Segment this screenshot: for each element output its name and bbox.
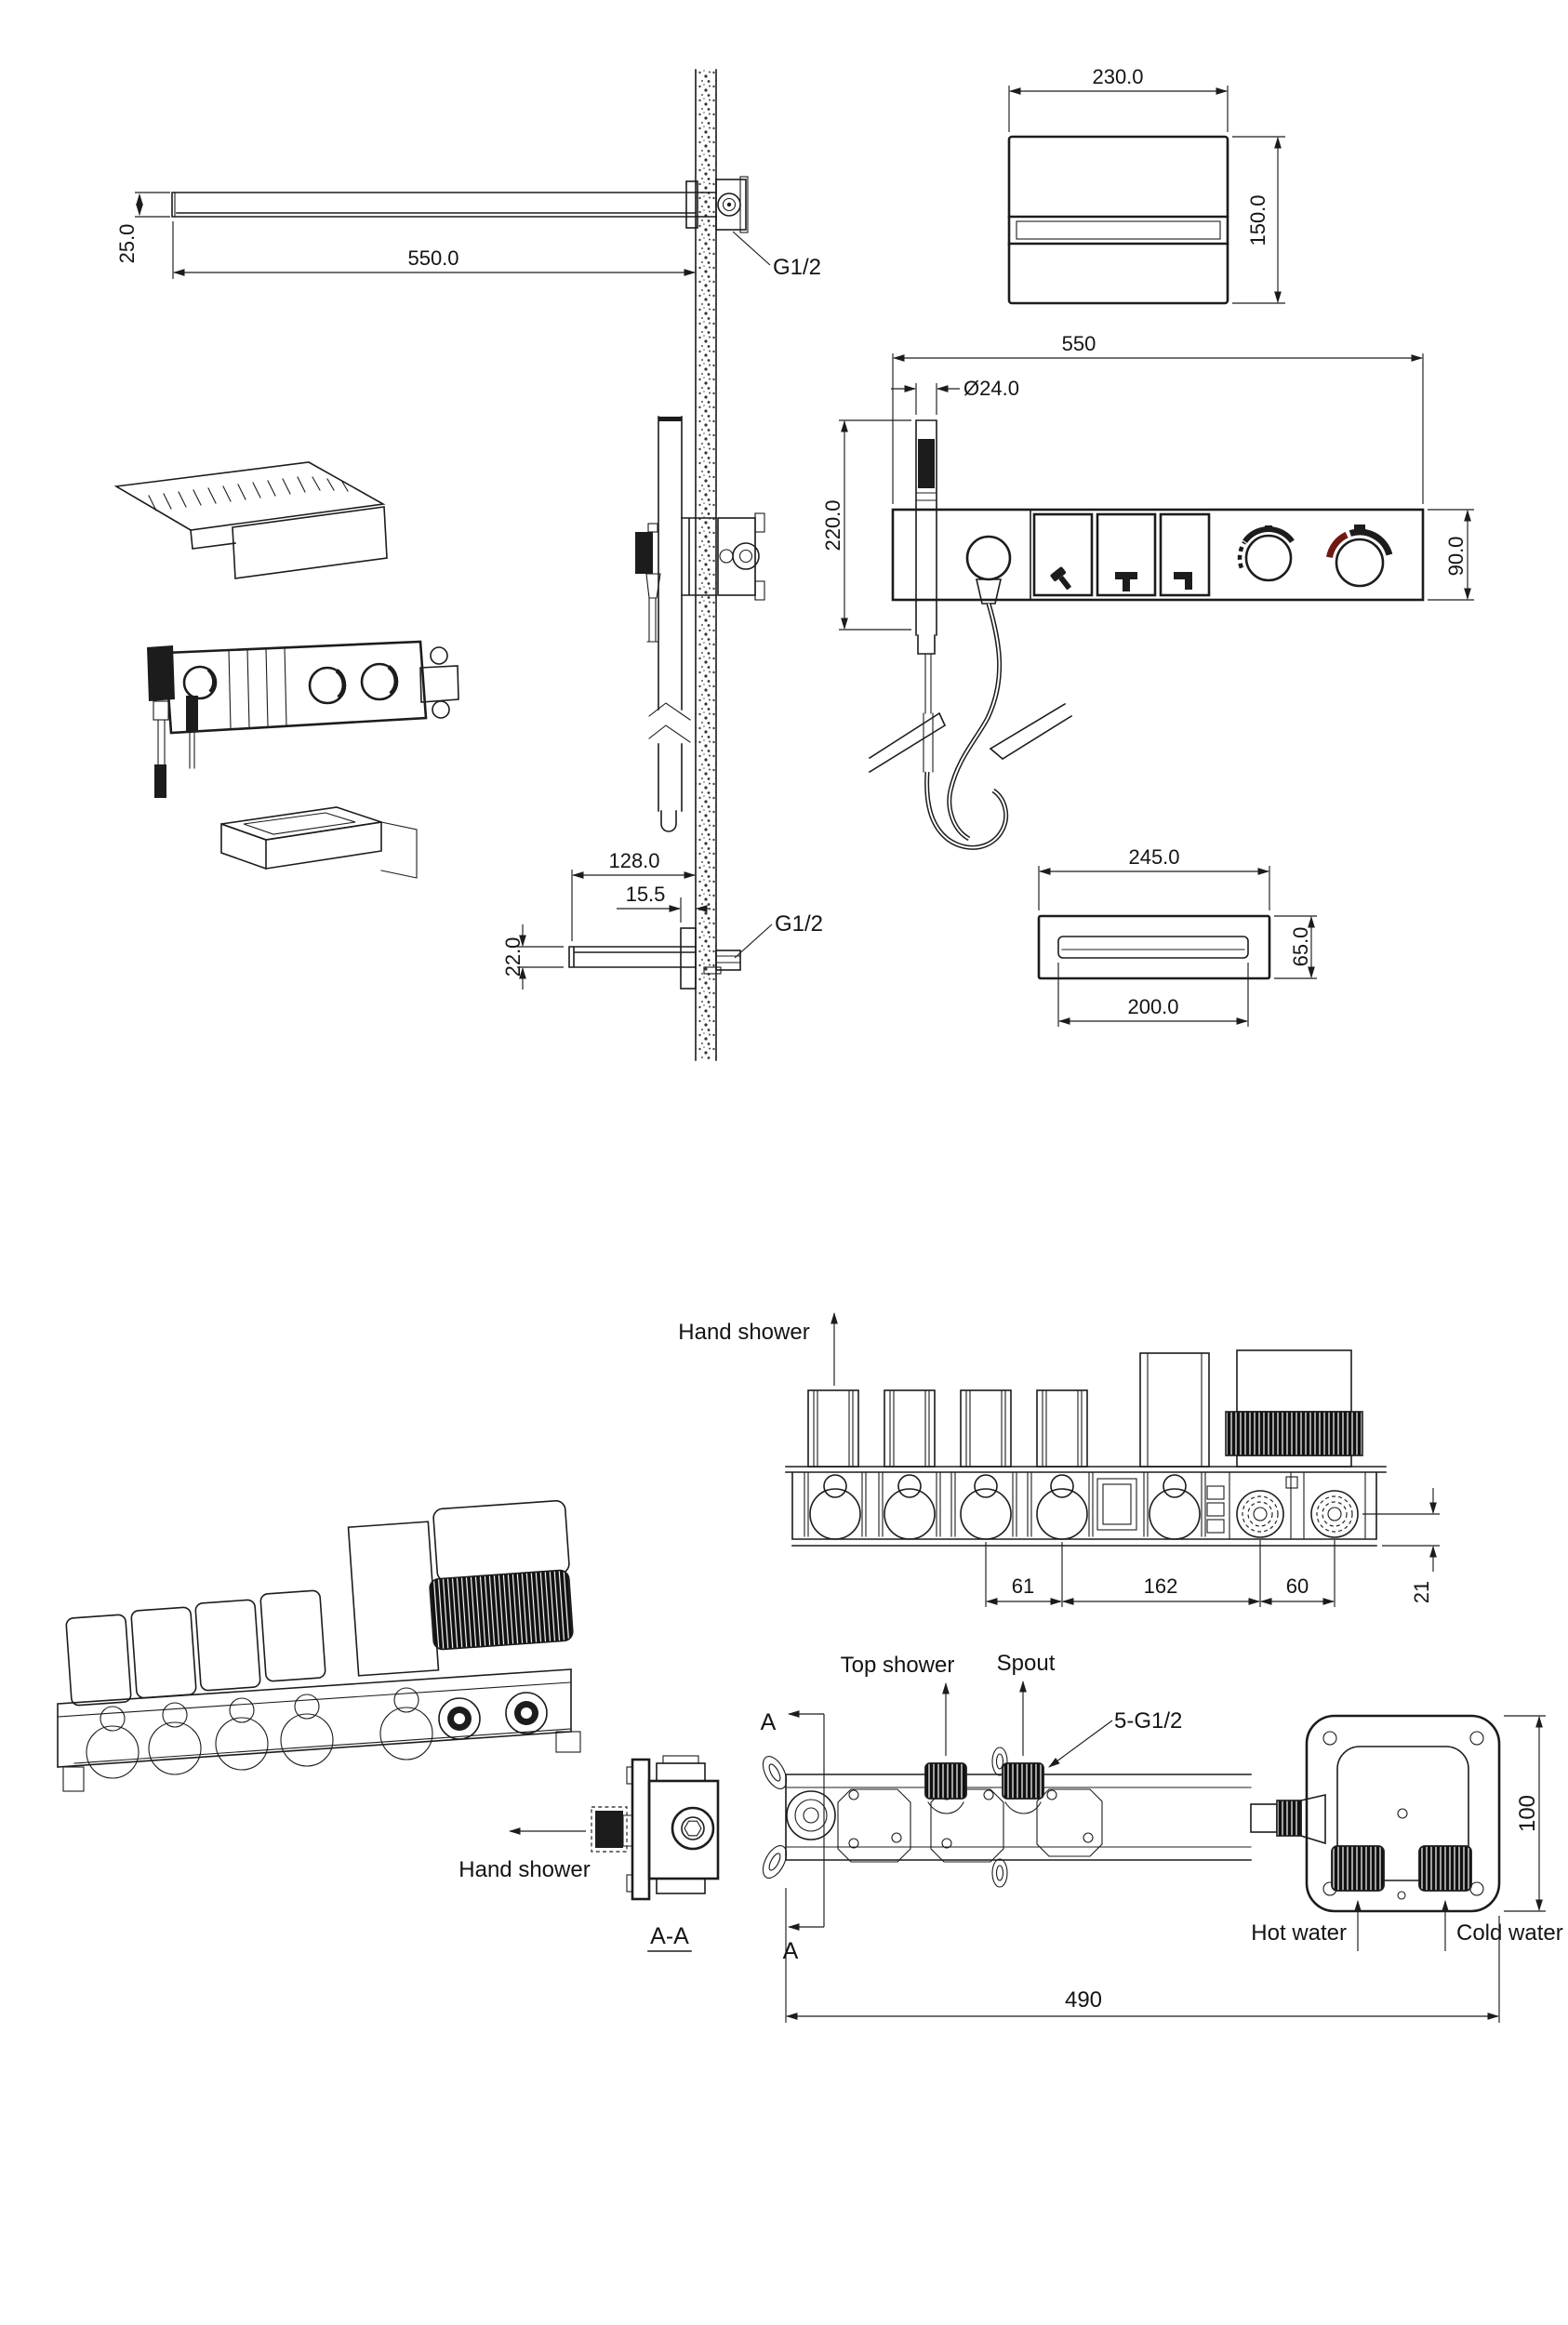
dim-arm-length: 550.0 <box>407 246 459 270</box>
hot-cold-inlets-front <box>1229 1472 1365 1539</box>
label-thread-5g12: 5-G1/2 <box>1114 1708 1183 1734</box>
shower-head-front-view <box>1009 65 1285 303</box>
dim-pitch-60: 60 <box>1285 1574 1309 1598</box>
hose-hook <box>870 704 1071 772</box>
section-mark-a-bottom: A <box>782 1938 799 1964</box>
knurled-band-front <box>1226 1412 1362 1455</box>
dim-head-height: 150.0 <box>1246 194 1269 246</box>
cold-water-inlet <box>1419 1846 1471 1891</box>
inlet-box-top <box>1307 1716 1499 1911</box>
dim-top-width-490: 490 <box>1064 1987 1103 2013</box>
spout-front-view <box>1039 845 1317 1027</box>
dim-arm-height: 25.0 <box>115 223 139 264</box>
hand-shower-holder <box>967 537 1010 579</box>
control-panel-view <box>821 332 1474 847</box>
dim-hand-shower-diameter: Ø24.0 <box>963 377 1019 400</box>
dim-spout-reach: 128.0 <box>608 849 660 872</box>
hand-shower-wand <box>916 420 937 772</box>
section-title-aa: A-A <box>650 1923 689 1949</box>
rough-in-3d-view <box>58 1500 580 1791</box>
label-top-shower: Top shower <box>840 1653 955 1678</box>
knurled-band-3d <box>430 1570 574 1650</box>
wall-section <box>696 70 716 1060</box>
spout-port <box>1003 1763 1043 1799</box>
rough-in-front-view <box>678 1313 1440 1607</box>
head-3d-view <box>116 462 387 578</box>
section-aa-view <box>458 1756 718 1951</box>
label-spout: Spout <box>996 1651 1056 1676</box>
dim-spout-thread: G1/2 <box>775 911 824 937</box>
hot-water-inlet <box>1332 1846 1384 1891</box>
temperature-knob <box>1330 525 1389 586</box>
dim-arm-thread: G1/2 <box>773 255 822 280</box>
dim-offset-21: 21 <box>1410 1580 1433 1604</box>
dim-pitch-61: 61 <box>1011 1574 1035 1598</box>
label-hand-shower-front: Hand shower <box>678 1320 810 1345</box>
dim-panel-width: 550 <box>1061 332 1096 355</box>
dim-spout-front-width: 245.0 <box>1128 845 1180 869</box>
dim-pitch-162: 162 <box>1143 1574 1178 1598</box>
dim-top-depth-100: 100 <box>1515 1794 1540 1833</box>
dim-spout-height: 22.0 <box>501 937 525 977</box>
label-hand-shower-section: Hand shower <box>458 1857 591 1882</box>
rough-in-top-view <box>758 1651 1562 2023</box>
flow-knob <box>1240 525 1292 580</box>
valve-plates-top <box>838 1789 1102 1862</box>
label-cold-water: Cold water <box>1456 1920 1563 1946</box>
spout-3d-view <box>221 807 417 878</box>
dim-spout-front-height: 65.0 <box>1289 926 1312 967</box>
hand-shower-icon <box>1050 566 1075 593</box>
hand-shower-port-section <box>595 1811 623 1848</box>
dim-panel-height: 90.0 <box>1444 536 1468 577</box>
dim-head-width: 230.0 <box>1092 65 1144 88</box>
panel-3d-view <box>147 642 458 798</box>
spout-side-view <box>501 849 823 990</box>
spout-icon <box>1174 572 1192 590</box>
dim-spout-opening: 200.0 <box>1127 995 1179 1018</box>
top-shower-port <box>925 1763 966 1799</box>
section-mark-a-top: A <box>760 1709 777 1735</box>
dim-spout-plate: 15.5 <box>625 883 666 906</box>
label-hot-water: Hot water <box>1251 1920 1347 1946</box>
dim-hand-shower-length: 220.0 <box>821 499 844 551</box>
top-shower-icon <box>1115 572 1137 591</box>
